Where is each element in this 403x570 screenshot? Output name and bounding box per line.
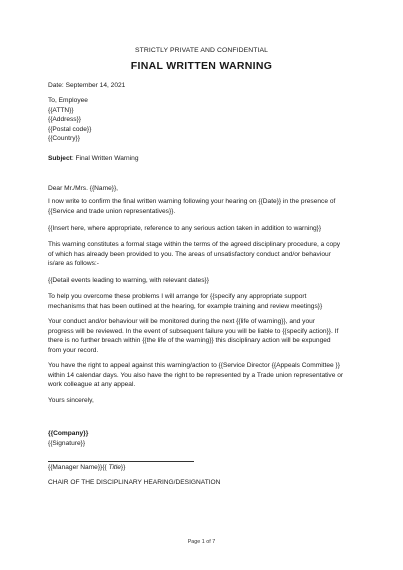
subject-line [48,154,139,163]
paragraph-5-line-1: To help you overcome these problems I will arrange for {{specify any appropriate support [48,293,307,300]
recipient-postal-code: {{Postal code}} [48,125,92,133]
confidential-note: STRICTLY PRIVATE AND CONFIDENTIAL [134,47,269,54]
paragraph-5-line-2: mechanisms that has been outlined at the hearing, for example training and review meetings}} [48,302,323,310]
date-line: Date: September 14, 2021 [48,82,126,89]
paragraph-4: {{Detail events leading to warning, with relevant dates}} [48,277,209,284]
paragraph-1-line-2: {{Service and trade union representatives}}. [48,207,176,215]
paragraph-3-line-2: of which has already been provided to you. The areas of unsatisfactory conduct and/or behaviour [48,250,331,258]
paragraph-3-line-3: is/are as follows:- [48,260,99,267]
company-placeholder: {{Company}} [48,430,89,437]
document-title: FINAL WRITTEN WARNING [130,60,273,72]
paragraph-7-line-2: within 14 calendar days. You also have the right to be represented by a Trade union representative or [48,371,344,379]
recipient-attn: {{ATTN}} [48,106,74,114]
subject-label: Subject [48,155,72,162]
paragraph-6-line-1: Your conduct and/or behaviour will be monitored during the next {{life of warning}}, and your [48,318,315,325]
manager-close: }} [120,464,126,471]
recipient-to: To, Employee [48,97,88,104]
closing: Yours sincerely, [48,397,94,404]
designation: CHAIR OF THE DISCIPLINARY HEARING/DESIGNATION [48,479,221,486]
paragraph-6-line-4: from your record. [48,346,99,354]
paragraph-6-line-2: progress will be reviewed. In the event of subsequent failure you will be liable to {{specify action}}. If [48,327,339,335]
signature-line [48,461,194,462]
salutation: Dear Mr./Mrs. {{Name}}, [48,185,118,192]
subject-text: : Final Written Warning [71,155,139,162]
recipient-country: {{Country}} [48,135,80,142]
manager-name: {{Manager Name}}{{ [48,464,109,471]
manager-title: Title [108,464,121,471]
paragraph-2: {{Insert here, where appropriate, reference to any serious action taken in addition to warning}} [48,225,322,232]
paragraph-6-line-3: there is no further breach within {{the life of the warning}} this disciplinary action will be expunged [48,337,331,344]
manager-name-title [48,463,125,472]
page-number: Page 1 of 7 [187,539,216,545]
paragraph-3-line-1: This warning constitutes a formal stage within the terms of the agreed disciplinary procedure, a copy [48,241,341,248]
recipient-address: {{Address}} [48,116,81,123]
signature-placeholder: {{Signature}} [48,439,86,447]
paragraph-1-line-1: I now write to confirm the final written warning following your hearing on {{Date}} in the presence of [48,198,336,205]
paragraph-7-line-3: work colleague at any appeal. [48,381,136,388]
paragraph-7-line-1: You have the right to appeal against this warning/action to {{Service Director {{Appeals Committee }} [48,362,340,369]
